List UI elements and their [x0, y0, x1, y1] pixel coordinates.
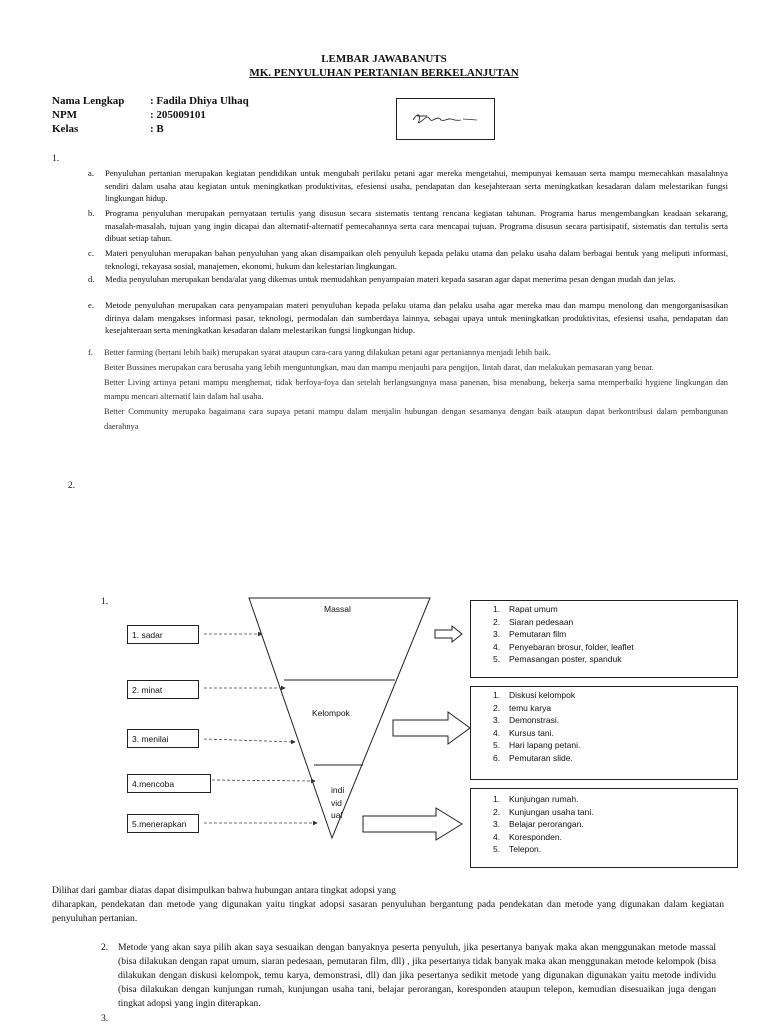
list-number: 6.: [493, 752, 501, 763]
list-text: Penyebaran brosur, folder, leaflet: [509, 641, 634, 652]
list-text: Diskusi kelompok: [509, 690, 576, 700]
better-living-text: Better Living artinya petani mampu menghemat, tidak berfoya-foya dan setelah berlangsungnya masa panenan, bisa menabung, bekerja sama memperbaiki hygiene lingkungan dan mampu mencari alternatif lain dalam hal usaha.: [104, 377, 728, 402]
answer-1b: [88, 207, 728, 245]
list-text: Kursus tani.: [509, 727, 554, 738]
funnel-label-massal: Massal: [324, 604, 351, 614]
list-item: [471, 616, 737, 629]
item-marker: a.: [88, 168, 94, 178]
list-item: [471, 689, 737, 702]
list-number: 5.: [493, 740, 501, 751]
method-box-kelompok: [470, 686, 738, 780]
answer-1f: [88, 346, 728, 435]
list-text: Koresponden.: [509, 831, 562, 842]
block-arrow-3: [363, 808, 462, 840]
stage-arrow-4: [212, 780, 315, 781]
funnel-label-line: indi: [331, 785, 345, 795]
list-number: 3.: [493, 629, 501, 640]
method-box-massal: [470, 600, 738, 678]
answer-1a: [88, 167, 728, 205]
stage-minat: 2. minat: [127, 680, 199, 699]
better-farming-text: Better farming (bertani lebih baik) merupakan syarat ataupun cara-cara yanng dilakukan petani agar pertaniannya menjadi lebih baik.: [104, 348, 551, 357]
question-2-number: 2.: [68, 481, 76, 491]
list-item: [471, 714, 737, 727]
funnel-label-kelompok: Kelompok: [312, 708, 350, 718]
name-label: Nama Lengkap: [52, 95, 125, 107]
item-text: Penyuluhan pertanian merupakan kegiatan pendidikan untuk mengubah perilaku petani agar mereka mengetahui, mempunyai kemauan serta mampu memecahkan masalahnya sendiri dalam usaha atau kegiatan untuk meningkatkan produktivitas, efesiensi usaha, pendapatan dan kesejahteraan serta meningkatkan kesadaran dalam melestarikan fungsi lingkungan hidup.: [105, 168, 728, 204]
funnel-label-line: ual: [331, 810, 343, 820]
answer-1c: [88, 247, 728, 272]
stage-mencoba: 4.mencoba: [127, 774, 211, 793]
list-text: Hari lapang petani.: [509, 740, 581, 751]
list-item: [471, 653, 737, 666]
sub2-marker: 2.: [101, 942, 109, 953]
class-value: : B: [150, 123, 164, 135]
npm-value: : 205009101: [150, 109, 206, 121]
list-number: 1.: [493, 690, 501, 700]
list-text: Siaran pedesaan: [509, 616, 574, 627]
list-item: [471, 831, 737, 844]
npm-label: NPM: [52, 109, 78, 121]
funnel-label-individual: [331, 784, 344, 822]
list-item: [471, 628, 737, 641]
stage-arrow-3: [204, 739, 295, 742]
sub3-marker: 3.: [101, 1013, 109, 1024]
list-number: 2.: [493, 806, 501, 817]
list-text: Telepon.: [509, 844, 542, 855]
list-number: 4.: [493, 727, 501, 738]
list-number: 1.: [493, 794, 501, 804]
list-text: Pemutaran film: [509, 629, 567, 640]
item-text: Media penyuluhan merupakan benda/alat yang dikemas untuk memudahkan penyampaian materi kepada sasaran agar dapat menerima pesan dengan mudah dan jelas.: [105, 274, 676, 284]
answer-1e: [88, 299, 728, 337]
list-item: [471, 727, 737, 740]
answer-1d: [88, 273, 728, 286]
item-text: Programa penyuluhan merupakan pernyataan tertulis yang disusun secara sistematis tentang rencana kegiatan tahunan. Programa harus mengembangkan keadaan sekarang, masalah-masalah, tujuan yang ingin dicapai dan alternatif-alternatif pemecahannya serta cara mencapai tujuan. Programa disusun secara partisipatif, sistematis dan tertulis serta dibuat setiap tahun.: [105, 208, 728, 244]
list-item: [471, 752, 737, 765]
list-item: [471, 603, 737, 616]
block-arrow-2: [393, 712, 470, 744]
list-text: Kunjungan rumah.: [509, 794, 579, 804]
list-text: Belajar perorangan.: [509, 819, 584, 830]
list-item: [471, 739, 737, 752]
list-item: [471, 793, 737, 806]
stage-sadar: 1. sadar: [127, 625, 199, 644]
list-item: [471, 702, 737, 715]
list-item: [471, 641, 737, 654]
stage-menerapkan: 5.menerapkan: [127, 814, 199, 833]
item-text: Metode penyuluhan merupakan cara penyampaian materi penyuluhan kepada pelaku utama dan pelaku usaha agar mereka mau dan mampu menolong dan mengorganisasikan dirinya dalam mengakses informasi pasar, teknologi, permodalan dan sumberdaya lainnya, sebagai upaya untuk meningkatkan produktivitas, efesiensi usaha, pendapatan dan kesejahteraan serta meningkatkan kesadaran dalam melestarikan fungsi lingkungan hidup.: [105, 300, 728, 336]
list-text: temu karya: [509, 702, 552, 713]
item-marker: b.: [88, 208, 95, 218]
item-text: Materi penyuluhan merupakan bahan penyuluhan yang akan disampaikan oleh penyuluh kepada pelaku utama dan pelaku usaha dalam berbagai bentuk yang meliputi informasi, teknologi, rekayasa sosial, manajemen, ekonomi, hukum dan kelestarian lingkungan.: [105, 248, 728, 271]
list-number: 1.: [493, 604, 501, 614]
list-item: [471, 806, 737, 819]
funnel-label-line: vid: [331, 797, 342, 808]
list-number: 3.: [493, 819, 501, 830]
list-text: Pemutaran slide.: [509, 752, 573, 763]
document-title: LEMBAR JAWABANUTS: [321, 53, 447, 65]
conclusion-line-1: Dilihat dari gambar diatas dapat disimpulkan bahwa hubungan antara tingkat adopsi yang: [52, 885, 396, 896]
name-value: : Fadila Dhiya Ulhaq: [150, 95, 249, 107]
list-number: 4.: [493, 641, 501, 652]
list-number: 3.: [493, 715, 501, 726]
sub2-text: Metode yang akan saya pilih akan saya sesuaikan dengan banyaknya peserta penyuluh, jika pesertanya banyak maka akan menggunakan metode massal (bisa dilakukan dengan rapat umum, siaran pedesaan, pemutaran film, dll) , jika pesertanya tidak banyak maka akan menggunakan metode kelompok (bisa dilakukan dengan diskusi kelompok, temu karya, demonstrasi, dll) dan jika pesertanya sedikit metode yang digunakan digunakan yaitu metode individu (bisa dilakukan dengan kunjungan rumah, kunjungan usaha tani, belajar perorangan, koresponden ataupun telepon, kemudian disesuaikan juga dengan tingkat adopsi yang ingin diterapkan.: [118, 942, 716, 1009]
item-marker: c.: [88, 248, 94, 258]
signature-box: [396, 98, 495, 140]
question-2-sub1-number: 1.: [101, 597, 109, 607]
list-number: 5.: [493, 844, 501, 855]
list-text: Demonstrasi.: [509, 715, 560, 726]
signature-image: [397, 99, 494, 139]
stage-menilai: 3. menilai: [127, 729, 199, 748]
item-marker: e.: [88, 300, 94, 310]
conclusion-line-2: diharapkan, pendekatan dan metode yang digunakan yaitu tingkat adopsi sasaran penyuluhan bergantung pada pendekatan dan metode yang digunakan dalam kegiatan penyuluhan pertanian.: [52, 899, 724, 924]
list-number: 4.: [493, 831, 501, 842]
list-item: [471, 818, 737, 831]
list-number: 2.: [493, 702, 501, 713]
question-1-number: 1.: [52, 154, 60, 164]
list-text: Rapat umum: [509, 604, 558, 614]
better-business-text: Better Bussines merupakan cara berusaha yang lebih menguntungkan, mau dan mampu menjauhi para pengijon, lintah darat, dan melakukan pemasaran yang benar.: [104, 362, 654, 372]
item-marker: f.: [88, 348, 93, 357]
list-text: Kunjungan usaha tani.: [509, 806, 594, 817]
item-marker: d.: [88, 274, 95, 284]
list-number: 2.: [493, 616, 501, 627]
list-text: Pemasangan poster, spanduk: [509, 654, 622, 665]
better-community-text: Better Community merupaka bagaimana cara supaya petani mampu dalam menjalin hubungan dengan sesamanya dengan baik ataupun dapat berkontribusi dalam pembangunan daerahnya: [104, 407, 728, 431]
list-item: [471, 843, 737, 856]
list-number: 5.: [493, 654, 501, 665]
block-arrow-1: [435, 626, 462, 642]
method-box-individual: [470, 788, 738, 868]
course-title: MK. PENYULUHAN PERTANIAN BERKELANJUTAN: [249, 67, 519, 79]
class-label: Kelas: [52, 123, 79, 135]
